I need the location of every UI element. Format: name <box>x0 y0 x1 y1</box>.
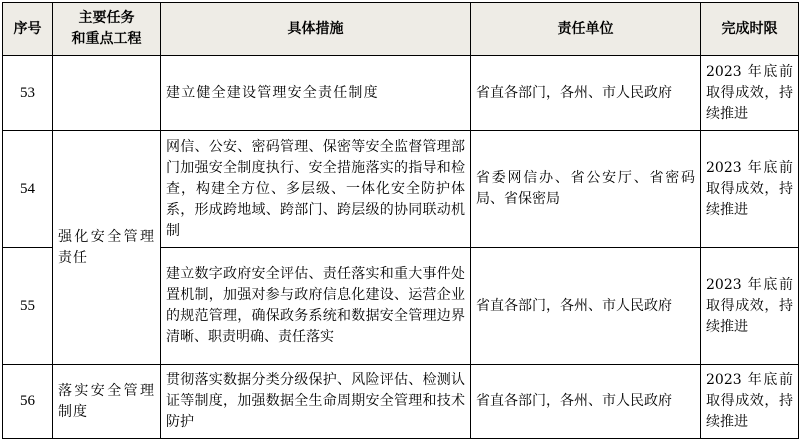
header-task-line2: 和重点工程 <box>71 31 142 47</box>
measures-table <box>2 2 799 439</box>
header-seq: 序号 <box>3 3 53 56</box>
row-deadline-text: 2023 年底前取得成效，持续推进 <box>706 63 793 122</box>
row-measures-text: 网信、公安、密码管理、保密等安全监督管理部门加强安全制度执行、安全措施落实的指导和检查，构建全方位、多层级、一体化安全防护体系，形成跨地域、跨部门、跨层级的协同联动机制 <box>166 138 465 239</box>
row-deadline-text: 2023 年底前取得成效，持续推进 <box>706 372 793 430</box>
row-unit <box>471 131 701 248</box>
row-seq: 53 <box>3 56 53 131</box>
table-row <box>3 131 799 248</box>
row-deadline <box>701 131 799 248</box>
row-unit <box>471 248 701 365</box>
row-task-text: 落实安全管理制度 <box>58 382 155 420</box>
row-task <box>53 365 161 439</box>
row-deadline <box>701 56 799 131</box>
row-seq: 54 <box>3 131 53 248</box>
row-measures <box>161 131 471 248</box>
row-measures-text: 建立健全建设管理安全责任制度 <box>166 84 379 101</box>
table-row <box>3 56 799 131</box>
row-seq: 56 <box>3 365 53 439</box>
row-task <box>53 131 161 365</box>
row-task-empty <box>53 56 161 131</box>
row-deadline-text: 2023 年底前取得成效，持续推进 <box>706 276 793 335</box>
row-deadline-text: 2023 年底前取得成效，持续推进 <box>706 159 793 218</box>
table-row <box>3 365 799 439</box>
header-deadline: 完成时限 <box>701 3 799 56</box>
row-deadline <box>701 248 799 365</box>
header-measures: 具体措施 <box>161 3 471 56</box>
row-unit-text: 省直各部门，各州、市人民政府 <box>476 84 672 101</box>
header-task-line1: 主要任务 <box>78 10 135 26</box>
row-unit <box>471 56 701 131</box>
row-seq: 55 <box>3 248 53 365</box>
header-task <box>53 3 161 56</box>
row-unit-text: 省直各部门，各州、市人民政府 <box>476 393 672 409</box>
row-unit-text: 省直各部门，各州、市人民政府 <box>476 297 672 314</box>
row-deadline <box>701 365 799 439</box>
row-measures <box>161 56 471 131</box>
row-unit <box>471 365 701 439</box>
row-measures <box>161 365 471 439</box>
row-measures-text: 贯彻落实数据分类分级保护、风险评估、检测认证等制度，加强数据全生命周期安全管理和技术防护 <box>166 372 465 430</box>
header-row <box>3 3 799 56</box>
row-measures <box>161 248 471 365</box>
row-measures-text: 建立数字政府安全评估、责任落实和重大事件处置机制，加强对参与政府信息化建设、运营企业的规范管理，确保政务系统和数据安全管理边界清晰、职责明确、责任落实 <box>166 266 465 345</box>
header-unit: 责任单位 <box>471 3 701 56</box>
row-unit-text: 省委网信办、省公安厅、省密码局、省保密局 <box>476 170 695 207</box>
row-task-text: 强化安全管理责任 <box>58 228 155 266</box>
